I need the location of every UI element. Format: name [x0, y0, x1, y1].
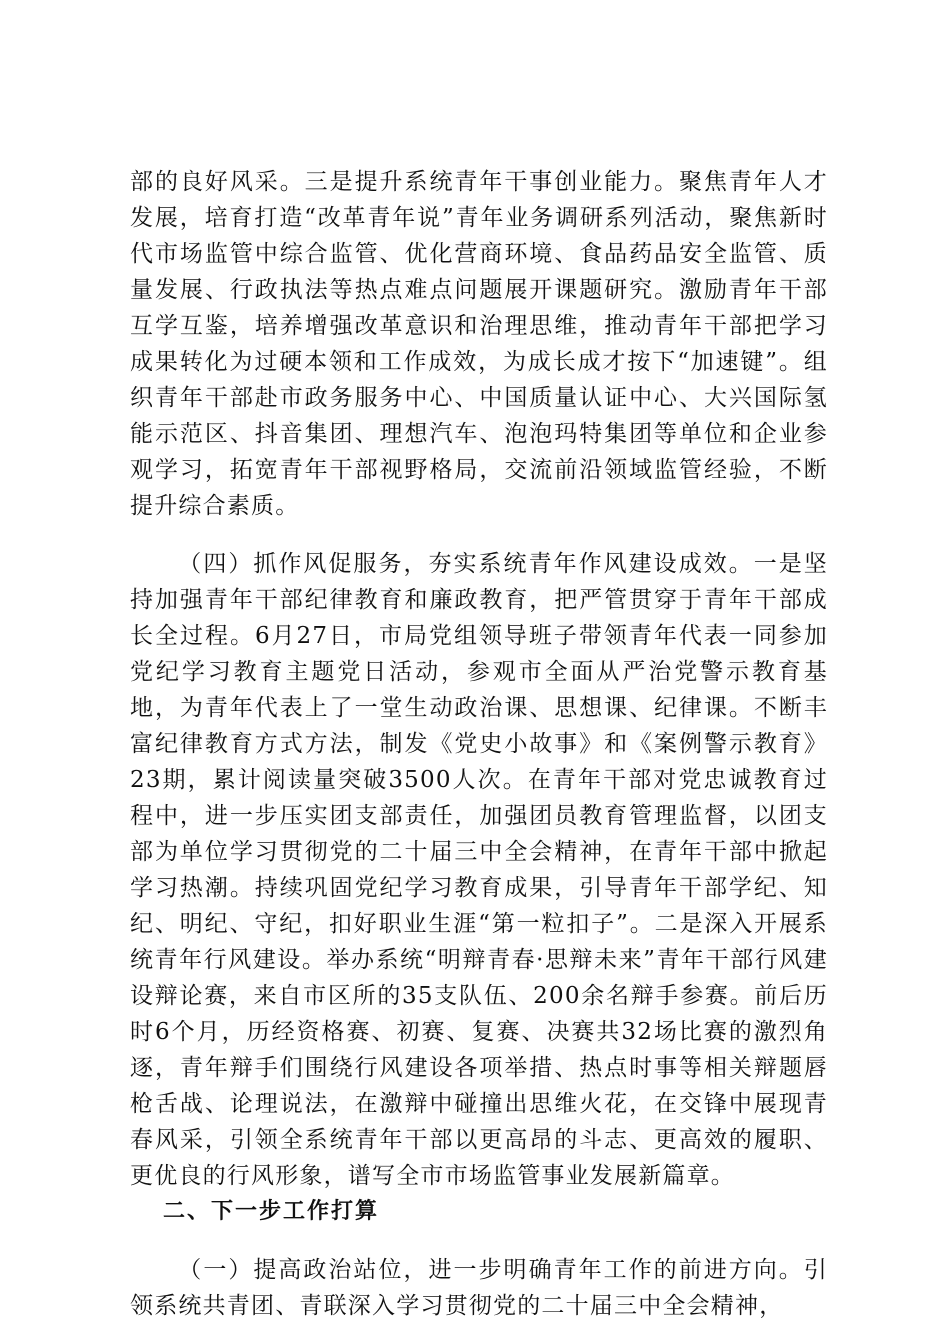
section-heading: 二、下一步工作打算: [163, 1199, 380, 1224]
paragraph-work-style: （四）抓作风促服务，夯实系统青年作风建设成效。一是坚持加强青年干部纪律教育和廉政教育，把严管贯穿于青年干部成长全过程。6月27日，市局党组领导班子带领青年代表一同参加党纪学习教育主题党日活动，参观市全面从严治党警示教育基地，为青年代表上了一堂生动政治课、思想课、纪律课。不断丰富纪律教育方式方法，制发《党史小故事》和《案例警示教育》23期，累计阅读量突破3500人次。在青年干部对党忠诚教育过程中，进一步压实团支部责任，加强团员教育管理监督，以团支部为单位学习贯彻党的二十届三中全会精神，在青年干部中掀起学习热潮。持续巩固党纪学习教育成果，引导青年干部学纪、知纪、明纪、守纪，扣好职业生涯“第一粒扣子”。二是深入开展系统青年行风建设。举办系统“明辩青春·思辩未来”青年干部行风建设辩论赛，来自市区所的35支队伍、200余名辩手参赛。前后历时6个月，历经资格赛、初赛、复赛、决赛共32场比赛的激烈角逐，青年辩手们围绕行风建设各项举措、热点时事等相关辩题唇枪舌战、论理说法，在激辩中碰撞出思维火花，在交锋中展现青春风采，引领全系统青年干部以更高昂的斗志、更高效的履职、更优良的行风形象，谱写全市市场监管事业发展新篇章。: [130, 551, 828, 1189]
paragraph-political-stance: （一）提高政治站位，进一步明确青年工作的前进方向。引领系统共青团、青联深入学习贯彻党的二十届三中全会精神，: [130, 1257, 828, 1319]
paragraph-continuation: 部的良好风采。三是提升系统青年干事创业能力。聚焦青年人才发展，培育打造“改革青年说”青年业务调研系列活动，聚焦新时代市场监管中综合监管、优化营商环境、食品药品安全监管、质量发展、行政执法等热点难点问题展开课题研究。激励青年干部互学互鉴，培养增强改革意识和治理思维，推动青年干部把学习成果转化为过硬本领和工作成效，为成长成才按下“加速键”。组织青年干部赴市政务服务中心、中国质量认证中心、大兴国际氢能示范区、抖音集团、理想汽车、泡泡玛特集团等单位和企业参观学习，拓宽青年干部视野格局，交流前沿领域监管经验，不断提升综合素质。: [130, 169, 828, 519]
document-page: [130, 164, 828, 1324]
